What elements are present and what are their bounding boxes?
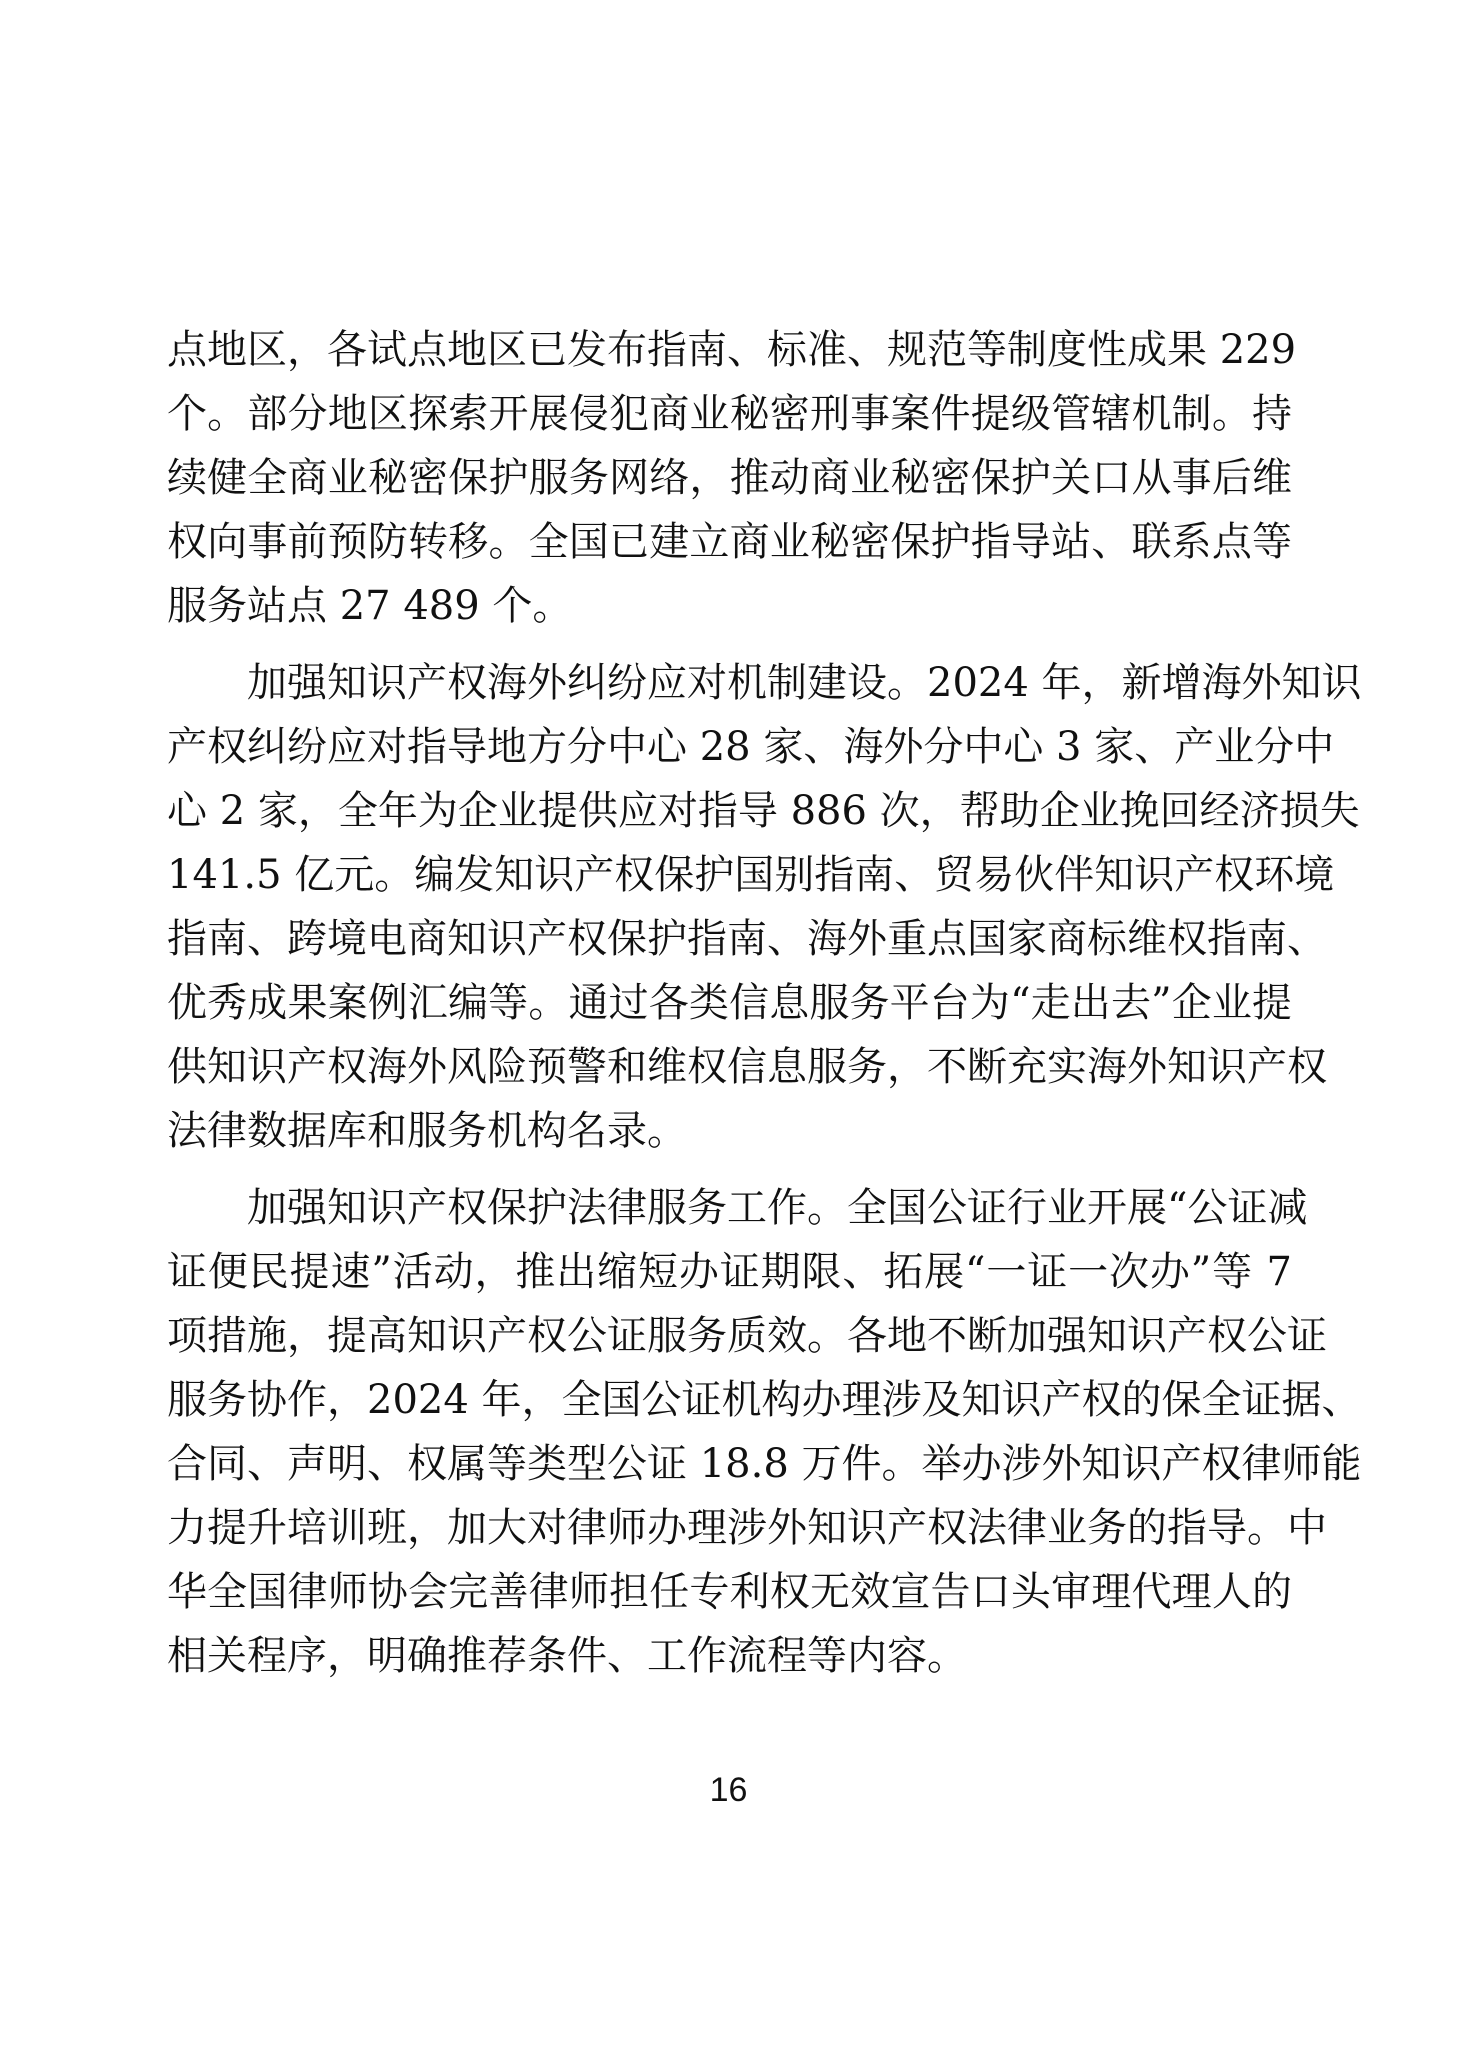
- text-line: 指南、跨境电商知识产权保护指南、海外重点国家商标维权指南、: [167, 916, 1327, 962]
- paragraph-spacer: [167, 638, 1292, 651]
- text-line: 相关程序，明确推荐条件、工作流程等内容。: [167, 1633, 967, 1679]
- page-number: 16: [709, 1771, 748, 1809]
- text-line: 证便民提速”活动，推出缩短办证期限、拓展“一证一次办”等 7: [167, 1249, 1292, 1295]
- document-body: [167, 318, 1362, 1688]
- text-line: 续健全商业秘密保护服务网络，推动商业秘密保护关口从事后维: [167, 455, 1292, 501]
- text-line: 合同、声明、权属等类型公证 18.8 万件。举办涉外知识产权律师能: [167, 1441, 1362, 1487]
- text-line: 个。部分地区探索开展侵犯商业秘密刑事案件提级管辖机制。持: [167, 391, 1292, 437]
- text-line: 服务站点 27 489 个。: [167, 583, 573, 629]
- text-line: 加强知识产权海外纠纷应对机制建设。2024 年，新增海外知识: [247, 660, 1362, 706]
- text-line: 项措施，提高知识产权公证服务质效。各地不断加强知识产权公证: [167, 1313, 1327, 1359]
- text-line: 华全国律师协会完善律师担任专利权无效宣告口头审理代理人的: [167, 1569, 1292, 1615]
- paragraph-spacer: [167, 1163, 1292, 1176]
- text-line: 141.5 亿元。编发知识产权保护国别指南、贸易伙伴知识产权环境: [167, 852, 1335, 898]
- text-line: 力提升培训班，加大对律师办理涉外知识产权法律业务的指导。中: [167, 1505, 1327, 1551]
- paragraph-2: [167, 651, 1362, 1163]
- text-line: 优秀成果案例汇编等。通过各类信息服务平台为“走出去”企业提: [167, 980, 1292, 1026]
- text-line: 心 2 家，全年为企业提供应对指导 886 次，帮助企业挽回经济损失: [167, 788, 1360, 834]
- text-line: 服务协作，2024 年，全国公证机构办理涉及知识产权的保全证据、: [167, 1377, 1362, 1423]
- text-line: 权向事前预防转移。全国已建立商业秘密保护指导站、联系点等: [167, 519, 1292, 565]
- text-line: 产权纠纷应对指导地方分中心 28 家、海外分中心 3 家、产业分中: [167, 724, 1335, 770]
- text-line: 法律数据库和服务机构名录。: [167, 1108, 687, 1154]
- text-line: 加强知识产权保护法律服务工作。全国公证行业开展“公证减: [247, 1185, 1308, 1231]
- text-line: 点地区，各试点地区已发布指南、标准、规范等制度性成果 229: [167, 327, 1297, 373]
- text-line: 供知识产权海外风险预警和维权信息服务，不断充实海外知识产权: [167, 1044, 1327, 1090]
- paragraph-3: [167, 1176, 1362, 1688]
- paragraph-1: [167, 318, 1297, 638]
